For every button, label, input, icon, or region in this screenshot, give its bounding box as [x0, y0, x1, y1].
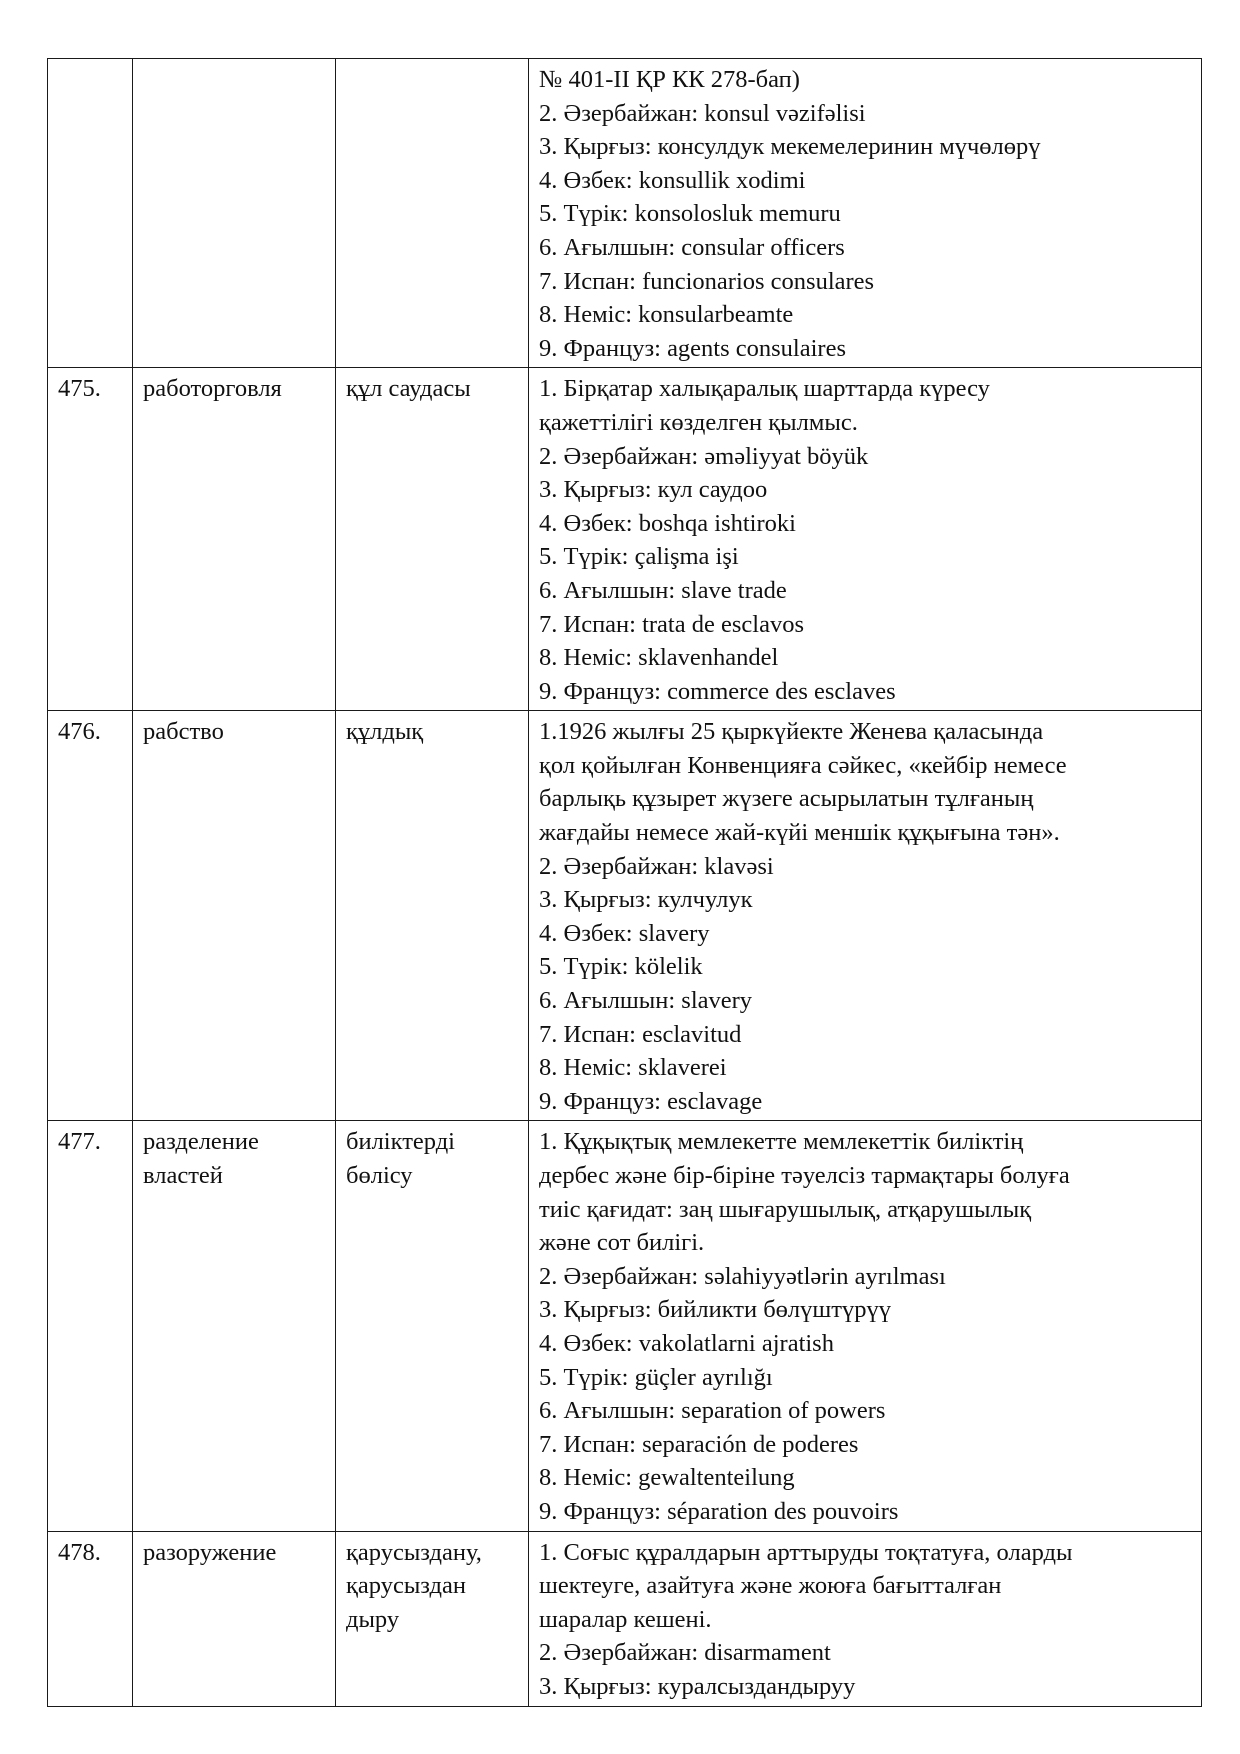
definition-line: қол қойылған Конвенцияға сәйкес, «кейбір немесе — [539, 751, 1067, 779]
term-russian: разоружение — [133, 1531, 336, 1706]
definition-line: 5. Түрік: kölelik — [539, 953, 703, 981]
term-kazakh — [336, 1531, 529, 1706]
definition-line: 3. Қырғыз: кулчулук — [539, 886, 753, 914]
definition-line: 7. Испан: esclavitud — [539, 1020, 742, 1048]
definition-line: 2. Әзербайжан: konsul vəzifəlisi — [539, 99, 866, 127]
definition-line: 8. Неміс: konsularbeamte — [539, 301, 794, 329]
definition-line: 5. Түрік: çalişma işi — [539, 543, 739, 571]
term-kazakh-line: биліктерді — [346, 1128, 455, 1156]
term-definition — [529, 1531, 1202, 1706]
definition-line: 3. Қырғыз: бийликти бөлүштүрүү — [539, 1296, 891, 1324]
entry-number: 478. — [48, 1531, 133, 1706]
glossary-table — [47, 58, 1202, 1707]
definition-line: 9. Француз: esclavage — [539, 1087, 763, 1115]
definition-line: 6. Ағылшын: slavery — [539, 987, 753, 1015]
term-russian: рабство — [133, 711, 336, 1121]
term-definition — [529, 711, 1202, 1121]
table-row — [48, 1121, 1202, 1531]
term-kazakh-line: бөлісу — [346, 1162, 413, 1189]
definition-line: 7. Испан: trata de esclavos — [539, 610, 804, 638]
definition-line: 4. Өзбек: boshqa ishtiroki — [539, 509, 796, 537]
definition-line: және сот билігі. — [539, 1229, 705, 1257]
entry-number: 477. — [48, 1121, 133, 1531]
table-row — [48, 368, 1202, 711]
definition-line: 8. Неміс: sklaverei — [539, 1054, 727, 1082]
definition-line: жағдайы немесе жай-күйі меншік құқығына тән». — [539, 819, 1060, 847]
term-definition — [529, 368, 1202, 711]
definition-line: 6. Ағылшын: consular officers — [539, 233, 845, 261]
term-kazakh — [336, 59, 529, 368]
definition-line: 3. Қырғыз: куралсыздандыруу — [539, 1672, 856, 1700]
term-kazakh — [336, 1121, 529, 1531]
definition-line: 4. Өзбек: slavery — [539, 919, 710, 947]
definition-line: шаралар кешені. — [539, 1605, 712, 1633]
definition-line: 1. Соғыс құралдарын арттыруды тоқтатуға, оларды — [539, 1538, 1073, 1566]
term-definition — [529, 1121, 1202, 1531]
term-russian: работорговля — [133, 368, 336, 711]
term-kazakh-line: қарусыздану, — [346, 1538, 482, 1566]
definition-line: 9. Француз: commerce des esclaves — [539, 677, 896, 705]
definition-line: дербес және бір-біріне тәуелсіз тармақтары болуға — [539, 1162, 1070, 1189]
definition-line: 5. Түрік: güçler ayrılığı — [539, 1363, 773, 1391]
definition-line: 7. Испан: funcionarios consulares — [539, 267, 875, 295]
entry-number — [48, 59, 133, 368]
definition-line: 9. Француз: séparation des pouvoirs — [539, 1497, 899, 1525]
term-russian-text: разделение властей — [143, 1128, 259, 1189]
table-row — [48, 1531, 1202, 1706]
table-row — [48, 59, 1202, 368]
definition-line: 2. Әзербайжан: klavəsi — [539, 852, 774, 880]
entry-number: 475. — [48, 368, 133, 711]
definition-line: 1. Бірқатар халықаралық шарттарда күресу — [539, 375, 990, 403]
term-russian — [133, 1121, 336, 1531]
definition-line: 1.1926 жылғы 25 қыркүйекте Женева қаласында — [539, 718, 1044, 746]
table-row — [48, 711, 1202, 1121]
definition-line: 4. Өзбек: konsullik xodimi — [539, 166, 806, 194]
definition-line: 2. Әзербайжан: əməliyyat böyük — [539, 442, 869, 470]
document-page — [47, 58, 1201, 1707]
definition-line: 3. Қырғыз: консулдук мекемелеринин мүчөлөрү — [539, 133, 1041, 161]
term-kazakh-line: қарусыздан — [346, 1572, 466, 1600]
term-kazakh — [336, 711, 529, 1121]
term-definition — [529, 59, 1202, 368]
definition-line: қажеттілігі көзделген қылмыс. — [539, 408, 858, 436]
definition-line: 2. Әзербайжан: disarmament — [539, 1639, 831, 1667]
definition-line: 5. Түрік: konsolosluk memuru — [539, 200, 841, 228]
definition-line: 3. Қырғыз: кул саудоо — [539, 476, 768, 504]
definition-line: 4. Өзбек: vakolatlarni ajratish — [539, 1329, 834, 1357]
definition-line: 8. Неміс: sklavenhandel — [539, 644, 779, 672]
term-kazakh-line: құлдық — [346, 718, 424, 746]
definition-line: 8. Неміс: gewaltenteilung — [539, 1464, 795, 1492]
term-russian — [133, 59, 336, 368]
definition-line: 9. Француз: agents consulaires — [539, 334, 846, 362]
entry-number: 476. — [48, 711, 133, 1121]
definition-line: № 401-ІІ ҚР КК 278-бап) — [539, 66, 800, 93]
definition-line: шектеуге, азайтуға және жоюға бағытталған — [539, 1572, 1002, 1600]
term-kazakh — [336, 368, 529, 711]
term-kazakh-line: құл саудасы — [346, 375, 471, 403]
definition-line: барлықь құзырет жүзеге асырылатын тұлғаның — [539, 785, 1034, 813]
definition-line: тиіс қағидат: заң шығарушылық, атқарушылық — [539, 1195, 1032, 1223]
definition-line: 6. Ағылшын: slave trade — [539, 576, 787, 604]
definition-line: 2. Әзербайжан: səlahiyyətlərin ayrılması — [539, 1262, 946, 1290]
definition-line: 6. Ағылшын: separation of powers — [539, 1397, 886, 1425]
definition-line: 7. Испан: separación de poderes — [539, 1430, 859, 1458]
definition-line: 1. Құқықтық мемлекетте мемлекеттік биліктің — [539, 1128, 1024, 1156]
term-kazakh-line: дыру — [346, 1605, 400, 1633]
